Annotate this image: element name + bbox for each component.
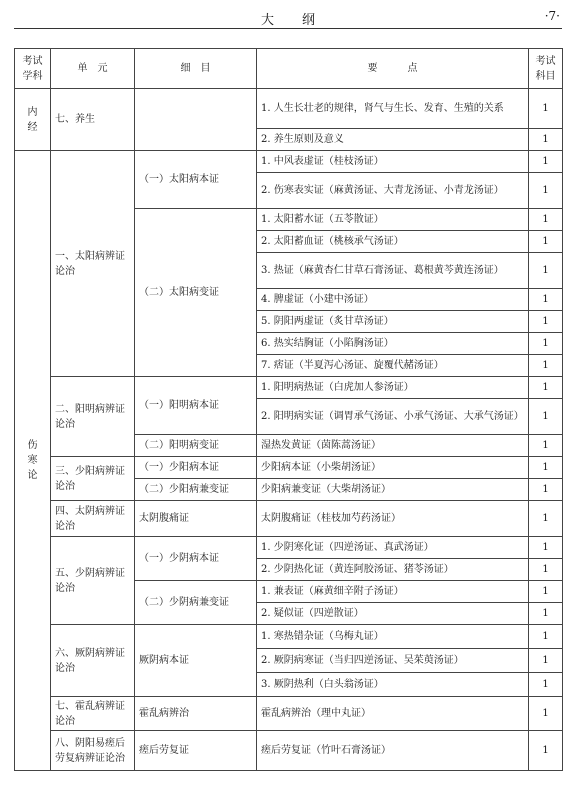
unit-cell: 六、厥阴病辨证论治	[51, 625, 135, 697]
item-cell: （一）少阴病本证	[135, 537, 257, 581]
table-row	[15, 501, 563, 537]
level-cell: 1	[529, 355, 563, 377]
point-cell: 1. 阳明病热证（白虎加人参汤证）	[257, 377, 529, 399]
item-cell: （一）太阳病本证	[135, 151, 257, 209]
level-cell: 1	[529, 559, 563, 581]
level-cell: 1	[529, 173, 563, 209]
point-cell: 3. 热证（麻黄杏仁甘草石膏汤证、葛根黄芩黄连汤证）	[257, 253, 529, 289]
table-row	[15, 697, 563, 731]
page-header	[14, 6, 562, 29]
point-cell: 2. 阳明病实证（调胃承气汤证、小承气汤证、大承气汤证）	[257, 399, 529, 435]
subject-cell: 内经	[15, 89, 51, 151]
page-title: 大纲	[260, 13, 343, 28]
level-cell: 1	[529, 89, 563, 129]
item-cell: （二）阳明病变证	[135, 435, 257, 457]
point-cell: 少阳病兼变证（大柴胡汤证）	[257, 479, 529, 501]
unit-cell: 五、少阴病辨证论治	[51, 537, 135, 625]
col-header-level: 考试科目	[529, 49, 563, 89]
point-cell: 1. 寒热错杂证（乌梅丸证）	[257, 625, 529, 649]
level-cell: 1	[529, 333, 563, 355]
unit-cell: 七、养生	[51, 89, 135, 151]
level-cell: 1	[529, 209, 563, 231]
point-cell: 2. 伤寒表实证（麻黄汤证、大青龙汤证、小青龙汤证）	[257, 173, 529, 209]
level-cell: 1	[529, 231, 563, 253]
unit-cell: 二、阳明病辨证论治	[51, 377, 135, 457]
col-header-point: 要 点	[257, 49, 529, 89]
point-cell: 瘥后劳复证（竹叶石膏汤证）	[257, 731, 529, 771]
point-cell: 1. 兼表证（麻黄细辛附子汤证）	[257, 581, 529, 603]
point-cell: 3. 厥阴热利（白头翁汤证）	[257, 673, 529, 697]
item-cell: （二）少阴病兼变证	[135, 581, 257, 625]
level-cell: 1	[529, 457, 563, 479]
level-cell: 1	[529, 289, 563, 311]
table-row	[15, 151, 563, 173]
point-cell: 4. 脾虚证（小建中汤证）	[257, 289, 529, 311]
item-cell: （二）太阳病变证	[135, 209, 257, 377]
subject-cell: 伤寒论	[15, 151, 51, 771]
level-cell: 1	[529, 479, 563, 501]
unit-cell: 三、少阳病辨证论治	[51, 457, 135, 501]
level-cell: 1	[529, 697, 563, 731]
item-cell: （二）少阳病兼变证	[135, 479, 257, 501]
level-cell: 1	[529, 625, 563, 649]
col-header-subject: 考试学科	[15, 49, 51, 89]
point-cell: 湿热发黄证（茵陈蒿汤证）	[257, 435, 529, 457]
point-cell: 1. 中风表虚证（桂枝汤证）	[257, 151, 529, 173]
level-cell: 1	[529, 537, 563, 559]
point-cell: 2. 少阴热化证（黄连阿胶汤证、猪苓汤证）	[257, 559, 529, 581]
syllabus-table	[14, 48, 563, 771]
table-row	[15, 377, 563, 399]
page-number: ·7·	[544, 9, 560, 23]
point-cell: 7. 痞证（半夏泻心汤证、旋覆代赭汤证）	[257, 355, 529, 377]
level-cell: 1	[529, 151, 563, 173]
level-cell: 1	[529, 501, 563, 537]
level-cell: 1	[529, 673, 563, 697]
item-cell: 太阴腹痛证	[135, 501, 257, 537]
level-cell: 1	[529, 731, 563, 771]
level-cell: 1	[529, 253, 563, 289]
unit-cell: 八、阴阳易瘥后劳复病辨证论治	[51, 731, 135, 771]
item-cell	[135, 89, 257, 151]
level-cell: 1	[529, 377, 563, 399]
level-cell: 1	[529, 399, 563, 435]
item-cell: 厥阴病本证	[135, 625, 257, 697]
point-cell: 2. 太阳蓄血证（桃核承气汤证）	[257, 231, 529, 253]
point-cell: 太阴腹痛证（桂枝加芍药汤证）	[257, 501, 529, 537]
unit-cell: 四、太阴病辨证论治	[51, 501, 135, 537]
point-cell: 2. 厥阴病寒证（当归四逆汤证、吴茱萸汤证）	[257, 649, 529, 673]
point-cell: 少阳病本证（小柴胡汤证）	[257, 457, 529, 479]
item-cell: （一）阳明病本证	[135, 377, 257, 435]
level-cell: 1	[529, 311, 563, 333]
point-cell: 1. 太阳蓄水证（五苓散证）	[257, 209, 529, 231]
table-row	[15, 89, 563, 129]
point-cell: 5. 阴阳两虚证（炙甘草汤证）	[257, 311, 529, 333]
col-header-item: 细 目	[135, 49, 257, 89]
point-cell: 1. 少阴寒化证（四逆汤证、真武汤证）	[257, 537, 529, 559]
item-cell: 霍乱病辨治	[135, 697, 257, 731]
level-cell: 1	[529, 603, 563, 625]
unit-cell: 七、霍乱病辨证论治	[51, 697, 135, 731]
col-header-unit: 单 元	[51, 49, 135, 89]
table-row	[15, 537, 563, 559]
item-cell: 瘥后劳复证	[135, 731, 257, 771]
point-cell: 霍乱病辨治（理中丸证）	[257, 697, 529, 731]
point-cell: 1. 人生长壮老的规律，肾气与生长、发育、生殖的关系	[257, 89, 529, 129]
table-row	[15, 625, 563, 649]
table-header-row	[15, 49, 563, 89]
unit-cell: 一、太阳病辨证论治	[51, 151, 135, 377]
level-cell: 1	[529, 129, 563, 151]
item-cell: （一）少阳病本证	[135, 457, 257, 479]
point-cell: 2. 疑似证（四逆散证）	[257, 603, 529, 625]
table-row	[15, 457, 563, 479]
level-cell: 1	[529, 649, 563, 673]
point-cell: 6. 热实结胸证（小陷胸汤证）	[257, 333, 529, 355]
level-cell: 1	[529, 435, 563, 457]
point-cell: 2. 养生原则及意义	[257, 129, 529, 151]
table-row	[15, 731, 563, 771]
level-cell: 1	[529, 581, 563, 603]
